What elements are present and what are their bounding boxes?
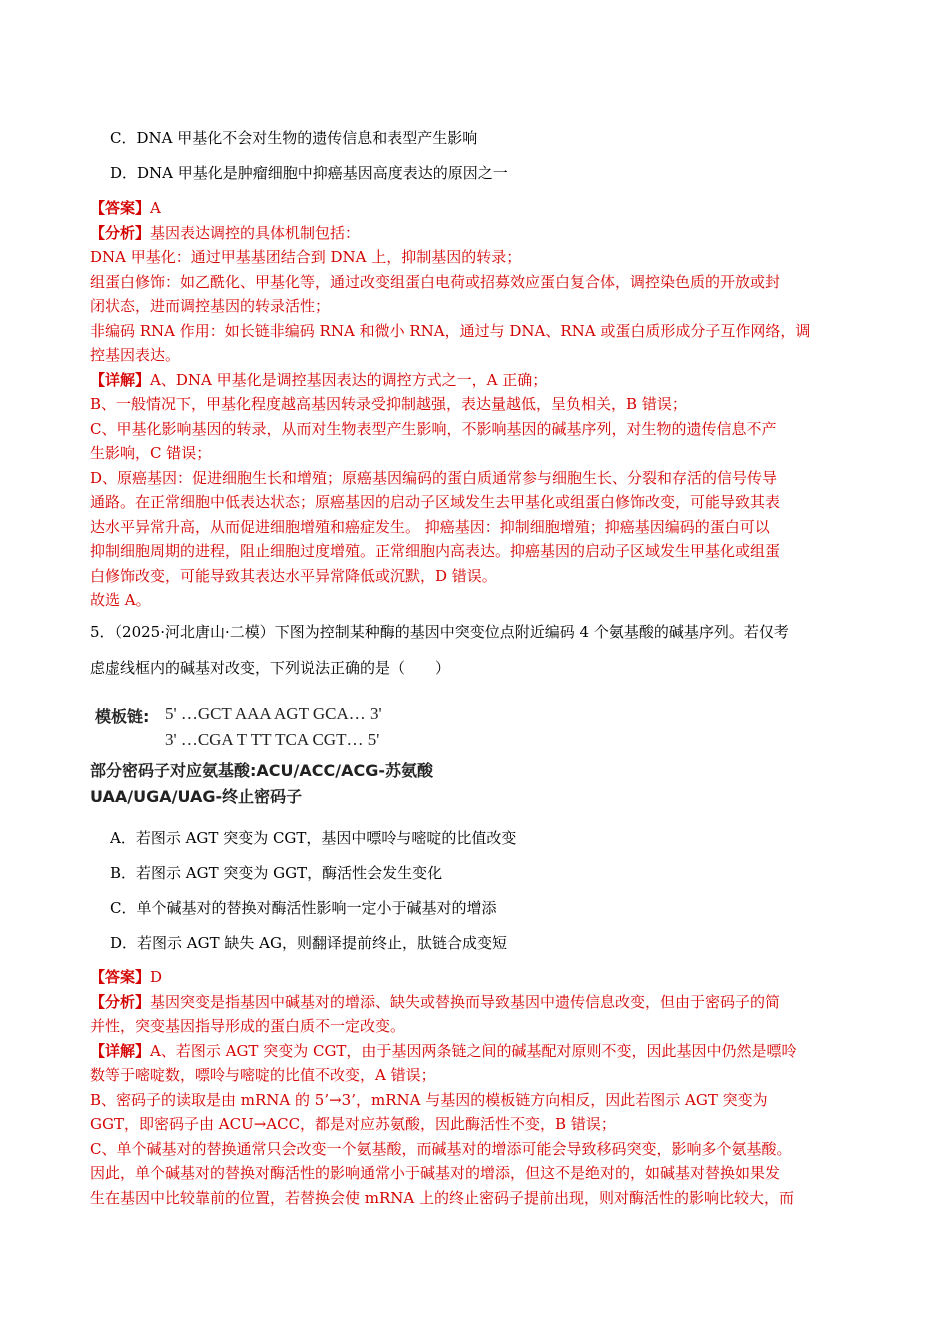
- analysis-line: DNA 甲基化：通过甲基基团结合到 DNA 上，抑制基因的转录；: [90, 248, 522, 266]
- detail-line: D、原癌基因：促进细胞生长和增殖；原癌基因编码的蛋白质通常参与细胞生长、分裂和存活的信号传导: [90, 468, 778, 487]
- analysis-tag: 【分析】: [90, 223, 151, 242]
- answer-value: A: [150, 199, 161, 217]
- option-c-q5: C．单个碱基对的替换对酶活性影响一定小于碱基对的增添: [110, 899, 497, 917]
- analysis-line: [90, 221, 862, 246]
- answer-tag: 【答案】: [90, 199, 151, 217]
- question-5-line2: 虑虚线框内的碱基对改变，下列说法正确的是（ ）: [90, 659, 451, 677]
- detail-line: 白修饰改变，可能导致其表达水平异常降低或沉默，D 错误。: [90, 566, 497, 585]
- detail-tag: 【详解】: [90, 370, 151, 389]
- detail-line: B、一般情况下，甲基化程度越高基因转录受抑制越强，表达量越低，呈负相关，B 错误；: [90, 395, 687, 413]
- detail-line: 通路。在正常细胞中低表达状态；原癌基因的启动子区域发生去甲基化或组蛋白修饰改变，可能导致其表: [90, 493, 781, 511]
- strand-5to3: 5' …GCT AAA AGT GCA… 3': [165, 704, 382, 723]
- option-a-q5: A．若图示 AGT 突变为 CGT，基因中嘌呤与嘧啶的比值改变: [110, 829, 517, 847]
- detail-line: GGT，即密码子由 ACU→ACC，都是对应苏氨酸，因此酶活性不变，B 错误；: [90, 1115, 616, 1133]
- analysis-text: 基因突变是指基因中碱基对的增添、缺失或替换而导致基因中遗传信息改变，但由于密码子的简: [150, 992, 781, 1011]
- q5-solution: [90, 965, 862, 1210]
- detail-line: 达水平异常升高，从而促进细胞增殖和癌症发生。 抑癌基因：抑制细胞增殖；抑癌基因编码的蛋白可以: [90, 517, 770, 536]
- detail-line: 因此，单个碱基对的替换对酶活性的影响通常小于碱基对的增添，但这不是绝对的，如碱基对替换如果发: [90, 1164, 781, 1182]
- detail-line: 抑制细胞周期的进程，阻止细胞过度增殖。正常细胞内高表达。抑癌基因的启动子区域发生甲基化或组蛋: [90, 542, 781, 560]
- detail-line: [90, 1039, 862, 1064]
- detail-line: 生影响，C 错误；: [90, 444, 212, 462]
- detail-text: A、DNA 甲基化是调控基因表达的调控方式之一，A 正确；: [150, 370, 548, 389]
- detail-line: B、密码子的读取是由 mRNA 的 5’→3’，mRNA 与基因的模板链方向相反，因此若图示 AGT 突变为: [90, 1090, 768, 1109]
- detail-tag: 【详解】: [90, 1041, 151, 1060]
- template-strand-label: 模板链:: [95, 707, 150, 726]
- option-b-q5: B．若图示 AGT 突变为 GGT，酶活性会发生变化: [110, 864, 443, 882]
- analysis-line: 非编码 RNA 作用：如长链非编码 RNA 和微小 RNA，通过与 DNA、RNA 或蛋白质形成分子互作网络，调: [90, 321, 811, 340]
- answer-line: [90, 965, 862, 990]
- analysis-line: 并性，突变基因指导形成的蛋白质不一定改变。: [90, 1017, 406, 1035]
- stop-codon-line: UAA/UGA/UAG-终止密码子: [90, 787, 303, 806]
- strand-3to5: 3' …CGA T TT TCA CGT… 5': [165, 730, 380, 749]
- answer-value: D: [150, 968, 163, 986]
- detail-line: C、甲基化影响基因的转录，从而对生物表型产生影响，不影响基因的碱基序列，对生物的遗传信息不产: [90, 419, 777, 438]
- detail-line: 生在基因中比较靠前的位置，若替换会使 mRNA 上的终止密码子提前出现，则对酶活性的影响比较大，而: [90, 1188, 795, 1207]
- codon-table-line: 部分密码子对应氨基酸:ACU/ACC/ACG-苏氨酸: [90, 761, 433, 780]
- analysis-line: 控基因表达。: [90, 346, 181, 364]
- answer-line: [90, 196, 862, 221]
- detail-line: 数等于嘧啶数，嘌呤与嘧啶的比值不改变，A 错误；: [90, 1066, 436, 1084]
- analysis-line: [90, 990, 862, 1015]
- analysis-text: 基因表达调控的具体机制包括：: [150, 223, 361, 242]
- question-5-line1: 5．（2025·河北唐山·二模）下图为控制某种酶的基因中突变位点附近编码 4 个氨基酸的碱基序列。若仅考: [90, 623, 789, 641]
- detail-line: C、单个碱基对的替换通常只会改变一个氨基酸，而碱基对的增添可能会导致移码突变，影响多个氨基酸。: [90, 1139, 792, 1158]
- analysis-line: 组蛋白修饰：如乙酰化、甲基化等，通过改变组蛋白电荷或招募效应蛋白复合体，调控染色质的开放或封: [90, 272, 781, 291]
- option-d-q4: D．DNA 甲基化是肿瘤细胞中抑癌基因高度表达的原因之一: [110, 164, 508, 182]
- analysis-tag: 【分析】: [90, 992, 151, 1011]
- detail-text: A、若图示 AGT 突变为 CGT，由于基因两条链之间的碱基配对原则不变，因此基因中仍然是嘌呤: [150, 1041, 797, 1060]
- analysis-line: 闭状态，进而调控基因的转录活性；: [90, 297, 331, 315]
- answer-tag: 【答案】: [90, 968, 151, 986]
- sequence-figure: [90, 702, 450, 808]
- option-d-q5: D．若图示 AGT 缺失 AG，则翻译提前终止，肽链合成变短: [110, 934, 507, 952]
- q4-solution: [90, 196, 862, 613]
- option-c-q4: C．DNA 甲基化不会对生物的遗传信息和表型产生影响: [110, 129, 478, 147]
- detail-line: [90, 368, 862, 393]
- detail-line: 故选 A。: [90, 591, 151, 609]
